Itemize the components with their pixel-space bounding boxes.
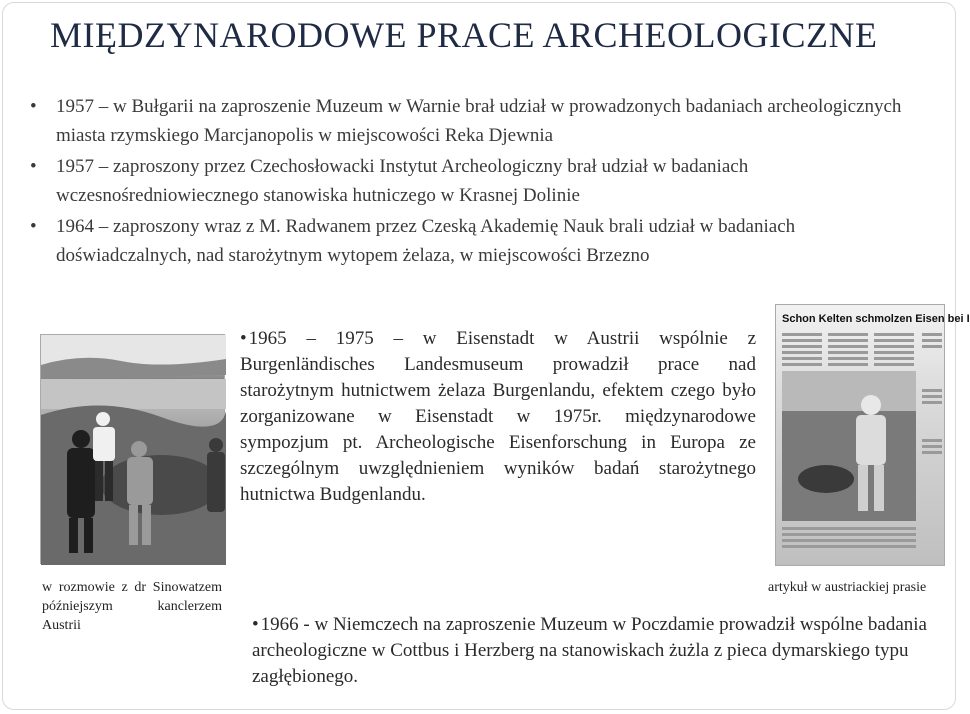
paragraph-eisenstadt [240, 326, 756, 508]
excavation-photo [40, 334, 225, 564]
bullet-icon: • [30, 96, 37, 117]
paragraph-poczdam-text: 1966 - w Niemczech na zaproszenie Muzeum w Poczdamie prowadził wspólne badania archeologiczne w Cottbus i Herzberg na stanowiskach żużla z pieca dymarskiego typu zagłębionego. [252, 614, 927, 687]
bullet-text: 1957 – w Bułgarii na zaproszenie Muzeum w Warnie brał udział w prowadzonych badaniach archeologicznych miasta rzymskiego Marcjanopolis w miejscowości Reka Djewnia [56, 96, 902, 146]
newspaper-clipping-illustration [776, 329, 946, 559]
newspaper-headline: Schon Kelten schmolzen Eisen bei I [782, 313, 970, 325]
bullet-list [30, 92, 910, 270]
bullet-item [30, 212, 910, 270]
bullet-icon: • [30, 156, 37, 177]
caption-left: w rozmowie z dr Sinowatzem późniejszym kanclerzem Austrii [42, 580, 222, 633]
paragraph-poczdam [252, 612, 942, 690]
caption-right: artykuł w austriackiej prasie [768, 580, 927, 595]
excavation-photo-illustration [41, 335, 226, 565]
bullet-item [30, 92, 910, 150]
page-title: MIĘDZYNARODOWE PRACE ARCHEOLOGICZNE [50, 15, 878, 55]
bullet-text: 1964 – zaproszony wraz z M. Radwanem przez Czeską Akademię Nauk brali udział w badaniach doświadczalnych, nad starożytnym wytopem żelaza, w miejscowości Brzezno [56, 216, 796, 266]
bullet-icon: • [252, 614, 259, 635]
bullet-text: 1957 – zaproszony przez Czechosłowacki Instytut Archeologiczny brał udział w badaniach wczesnośredniowiecznego stanowiska hutniczego w Krasnej Dolinie [56, 156, 749, 206]
bullet-icon: • [240, 328, 247, 349]
newspaper-clipping [775, 304, 970, 566]
bullet-item [30, 152, 910, 210]
paragraph-eisenstadt-text: 1965 – 1975 – w Eisenstadt w Austrii wspólnie z Burgenländisches Landesmuseum prowadził prace nad starożytnym hutnictwem żelaza Burgenlandu, efektem czego było zorganizowane w Eisenstadt w 1975r. międzynarodowe sympozjum pt. Archeologische Eisenforschung in Europa ze szczególnym uwzględnieniem wyników badań starożytnego hutnictwa Budgenlandu. [240, 328, 756, 505]
bullet-icon: • [30, 216, 37, 237]
